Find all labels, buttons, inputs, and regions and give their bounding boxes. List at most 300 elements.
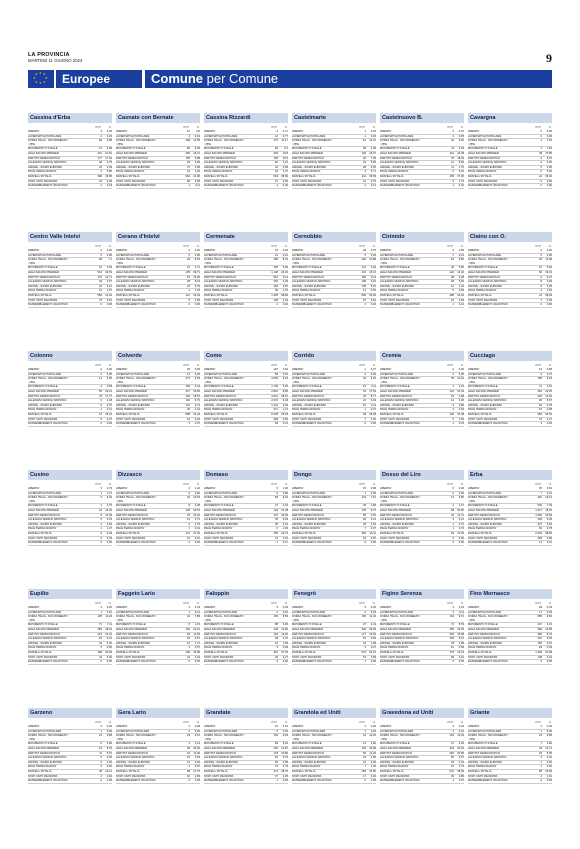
party-votes: 1 [364, 725, 366, 728]
party-votes: 408 [97, 650, 102, 654]
party-pct: 23,25 [545, 389, 552, 393]
party-pct: 2,83 [282, 417, 288, 421]
party-pct [454, 500, 464, 504]
party-votes [356, 738, 366, 742]
party-name: AZIONE - SIAMO EUROPEI [28, 165, 62, 169]
party-votes: 0 [540, 165, 542, 169]
party-name: AZIONE - SIAMO EUROPEI [116, 760, 150, 764]
party-name: PARTITO DEMOCRATICO [204, 275, 237, 279]
party-pct: 28,97 [281, 394, 288, 398]
party-pct: 1,47 [282, 170, 288, 174]
party-votes: 52 [539, 527, 542, 531]
party-votes: 51 [363, 655, 366, 659]
party-pct: 41,22 [105, 293, 112, 297]
party-name: PACE TERRA DIGNITA' [292, 408, 321, 412]
party-name: PARTITO DEMOCRATICO [116, 394, 149, 398]
party-votes: 29 [275, 655, 278, 659]
result-row [204, 303, 288, 308]
party-pct: 0,25 [106, 130, 112, 133]
party-pct: 6,31 [106, 637, 112, 641]
party-pct: 2,42 [458, 760, 464, 764]
party-pct: 0,86 [282, 491, 288, 495]
municipality-name: Grandate [204, 708, 288, 718]
party-votes: 1 [452, 610, 454, 614]
party-name: AZIONE - SIAMO EUROPEI [468, 284, 502, 288]
party-name: PACE TERRA DIGNITA' [116, 765, 145, 769]
party-votes: 3 [188, 134, 190, 138]
party-pct: 0,21 [282, 253, 288, 257]
party-pct: 9,60 [546, 615, 552, 619]
party-pct: 5,66 [458, 280, 464, 284]
result-row [292, 303, 376, 308]
party-name: LEGA SALVINI PREMIER [28, 151, 59, 155]
party-pct [366, 500, 376, 504]
party-pct: 1,18 [194, 289, 200, 293]
party-pct: 2,48 [194, 504, 200, 508]
party-votes: 542 [97, 270, 102, 274]
party-votes: 101 [449, 389, 454, 393]
party-votes: 54 [363, 536, 366, 540]
municipality-card [28, 589, 112, 665]
votes-header: VOTI [446, 364, 453, 367]
votes-header: VOTI [182, 126, 189, 129]
party-name: FORZA ITALIA - NOI MODERATI [28, 615, 68, 619]
party-name: MOVIMENTO 5 STELLE [380, 266, 410, 270]
party-votes: 164 [449, 615, 454, 619]
party-pct: 5,67 [546, 399, 552, 403]
party-pct [454, 381, 464, 385]
party-votes: 3 [100, 504, 102, 508]
party-name: STATI UNITI D'EUROPA [468, 179, 498, 183]
party-votes: 63 [187, 161, 190, 165]
party-pct: 0,71 [282, 130, 288, 133]
pct-header: % [108, 721, 111, 724]
party-votes: 899 [361, 293, 366, 297]
party-votes: 254 [449, 632, 454, 636]
party-pct: 38,99 [457, 769, 464, 773]
party-votes: 61 [363, 139, 366, 143]
party-name: FORZA ITALIA - NOI MODERATI [28, 139, 68, 143]
party-votes: 582 [537, 627, 542, 631]
party-votes: 5 [100, 531, 102, 535]
party-pct: 10,82 [281, 627, 288, 631]
party-pct: 26,48 [457, 151, 464, 155]
party-pct: 0,14 [194, 610, 200, 614]
party-pct: 12,00 [281, 632, 288, 636]
party-name: FORZA ITALIA - NOI MODERATI [204, 615, 244, 619]
party-pct: 3,18 [458, 147, 464, 151]
party-pct: 29,36 [369, 627, 376, 631]
party-name: MOVIMENTO 5 STELLE [380, 742, 410, 746]
party-name: LEGA SALVINI PREMIER [116, 746, 147, 750]
party-name: ALTERNATIVA POPOLARE [292, 372, 326, 376]
party-pct: 9,40 [458, 139, 464, 143]
party-pct: 31,80 [369, 769, 376, 773]
party-pct: 4,59 [370, 637, 376, 641]
party-name: RASSEMBLEMENT VALDOTAIN [380, 303, 420, 307]
party-name: STATI UNITI D'EUROPA [292, 417, 322, 421]
party-name: AZIONE - SIAMO EUROPEI [204, 284, 238, 288]
party-name: PACE TERRA DIGNITA' [28, 527, 57, 531]
party-name: LEGA SALVINI PREMIER [468, 151, 499, 155]
party-pct: 23,10 [193, 627, 200, 631]
party-name: ALTERNATIVA POPOLARE [292, 491, 326, 495]
party-pct: 0,13 [458, 303, 464, 307]
party-pct: 4,59 [370, 655, 376, 659]
party-votes: 0 [100, 249, 102, 252]
party-name: PARTITO DEMOCRATICO [292, 275, 325, 279]
party-votes: 12 [187, 760, 190, 764]
party-pct: 31,34 [193, 412, 200, 416]
party-votes: 164 [449, 734, 454, 738]
party-pct: 1,27 [106, 527, 112, 531]
party-name: MOVIMENTO 5 STELLE [468, 504, 498, 508]
party-name: LIBERTA' [468, 368, 480, 371]
party-name: LEGA SALVINI PREMIER [204, 389, 235, 393]
party-name: ALLEANZA VERDI E SINISTRA [28, 637, 67, 641]
party-votes: 93 [539, 399, 542, 403]
party-votes: 84 [275, 422, 278, 426]
party-name: FRATELLI D'ITALIA [28, 174, 52, 178]
party-votes: 39 [451, 774, 454, 778]
municipality-name: Como [204, 351, 288, 361]
party-name: PARTITO DEMOCRATICO [116, 513, 149, 517]
party-pct: 0,22 [458, 729, 464, 733]
party-votes: 5 [364, 253, 366, 257]
party-name: STATI UNITI D'EUROPA [116, 417, 146, 421]
party-pct: 0,00 [546, 134, 552, 138]
party-pct [102, 262, 112, 266]
party-name: RASSEMBLEMENT VALDOTAIN [204, 422, 244, 426]
party-pct: 0,43 [194, 606, 200, 609]
party-pct: 2,79 [194, 522, 200, 526]
party-votes: 49 [99, 280, 102, 284]
party-name: LIBERTA' [116, 130, 128, 133]
party-votes: 2 [100, 184, 102, 188]
party-name: ALLEANZA VERDI E SINISTRA [28, 756, 67, 760]
party-pct: 4,69 [282, 266, 288, 270]
party-votes: 0 [188, 491, 190, 495]
party-name: ALLEANZA VERDI E SINISTRA [116, 756, 155, 760]
party-pct: 6,35 [546, 518, 552, 522]
party-pct: 0,00 [458, 536, 464, 540]
party-pct: 6,22 [370, 280, 376, 284]
party-name: FRATELLI D'ITALIA [204, 769, 228, 773]
party-name: FORZA ITALIA - NOI MODERATI [380, 258, 420, 262]
party-pct: 0,04 [370, 303, 376, 307]
party-votes: 69 [99, 139, 102, 143]
party-votes: 245 [273, 746, 278, 750]
party-pct: 6,03 [282, 518, 288, 522]
party-votes: 68 [451, 508, 454, 512]
party-pct: 4,49 [282, 280, 288, 284]
party-votes: 19 [99, 746, 102, 750]
party-name: AZIONE - SIAMO EUROPEI [116, 522, 150, 526]
party-pct: 0,26 [282, 249, 288, 252]
party-name: ALTERNATIVA POPOLARE [292, 134, 326, 138]
party-votes: 177 [97, 156, 102, 160]
party-pct: 0,18 [370, 610, 376, 614]
party-votes: 135 [97, 615, 102, 619]
party-votes: 48 [99, 769, 102, 773]
party-pct: 0,64 [282, 368, 288, 371]
party-pct: 0,92 [106, 725, 112, 728]
party-name: RASSEMBLEMENT VALDOTAIN [468, 779, 508, 783]
party-name: ALTERNATIVA POPOLARE [116, 253, 150, 257]
party-votes: 12 [187, 518, 190, 522]
party-votes [356, 381, 366, 385]
party-votes: 166 [273, 156, 278, 160]
party-votes: 202 [537, 394, 542, 398]
party-pct: 11,58 [545, 258, 552, 262]
party-pct: 25,21 [105, 412, 112, 416]
party-name: PARTITO DEMOCRATICO [116, 751, 149, 755]
party-pct: 9,88 [194, 156, 200, 160]
party-votes: 6 [276, 527, 278, 531]
party-votes: 154 [361, 746, 366, 750]
party-name: FRATELLI D'ITALIA [380, 174, 404, 178]
party-name: STATI UNITI D'EUROPA [380, 417, 410, 421]
party-votes: 47 [187, 165, 190, 169]
party-pct: 5,15 [370, 284, 376, 288]
party-votes: 5 [276, 729, 278, 733]
party-pct: 7,61 [370, 496, 376, 500]
party-votes: 18 [187, 637, 190, 641]
party-pct: 23,14 [105, 389, 112, 393]
issue-date: MARTEDÌ 11 GIUGNO 2024 [28, 58, 83, 63]
pct-header: % [108, 364, 111, 367]
party-name: FRATELLI D'ITALIA [204, 412, 228, 416]
party-pct: 0,00 [194, 541, 200, 545]
party-votes: 138 [361, 284, 366, 288]
party-votes: 27 [275, 504, 278, 508]
party-name: ALLEANZA VERDI E SINISTRA [380, 161, 419, 165]
party-votes: 5 [276, 606, 278, 609]
municipality-card [116, 589, 200, 665]
party-name: - PPE [468, 380, 476, 384]
party-pct: 0,00 [194, 303, 200, 307]
party-name: - PPE [380, 142, 388, 146]
party-votes: 21 [363, 179, 366, 183]
party-pct: 3,78 [546, 403, 552, 407]
party-votes: 216 [97, 151, 102, 155]
party-pct: 2,27 [282, 655, 288, 659]
party-name: AZIONE - SIAMO EUROPEI [380, 403, 414, 407]
party-name: STATI UNITI D'EUROPA [116, 536, 146, 540]
party-votes: 1.306 [271, 293, 278, 297]
result-row [204, 184, 288, 189]
party-votes: 197 [273, 368, 278, 371]
party-pct: 0,80 [370, 487, 376, 490]
party-votes: 3 [452, 134, 454, 138]
party-name: FORZA ITALIA - NOI MODERATI [116, 139, 156, 143]
party-name: RASSEMBLEMENT VALDOTAIN [116, 303, 156, 307]
party-name: MOVIMENTO 5 STELLE [28, 504, 58, 508]
party-name: ALLEANZA VERDI E SINISTRA [468, 518, 507, 522]
party-name: LIBERTA' [28, 606, 40, 609]
party-pct: 11,23 [105, 615, 112, 619]
municipality-name: Cernobbio [292, 232, 376, 242]
party-name: ALLEANZA VERDI E SINISTRA [292, 518, 331, 522]
party-votes: 0 [540, 161, 542, 165]
party-pct: 0,13 [458, 253, 464, 257]
party-pct [278, 262, 288, 266]
party-votes: 1 [364, 491, 366, 495]
municipality-card [292, 470, 376, 546]
party-votes [92, 381, 102, 385]
section-title-comune-rest: per Comune [203, 71, 279, 86]
party-votes: 79 [99, 298, 102, 302]
party-name: RASSEMBLEMENT VALDOTAIN [380, 660, 420, 664]
party-votes: 42 [187, 751, 190, 755]
party-name: LIBERTA' [116, 368, 128, 371]
pct-header: % [372, 483, 375, 486]
party-votes: 579 [361, 650, 366, 654]
party-name: FRATELLI D'ITALIA [380, 293, 404, 297]
party-name: ALLEANZA VERDI E SINISTRA [292, 756, 331, 760]
party-votes: 10 [187, 536, 190, 540]
party-votes: 16 [187, 266, 190, 270]
party-pct: 0,92 [106, 729, 112, 733]
party-pct: 0,00 [106, 779, 112, 783]
party-pct: 10,80 [281, 751, 288, 755]
party-name: LEGA SALVINI PREMIER [28, 627, 59, 631]
party-pct: 1,71 [194, 641, 200, 645]
party-votes: 58 [539, 769, 542, 773]
party-votes: 15 [363, 385, 366, 389]
party-pct: 24,68 [545, 650, 552, 654]
party-name: FORZA ITALIA - NOI MODERATI [292, 496, 332, 500]
party-name: FORZA ITALIA - NOI MODERATI [380, 734, 420, 738]
party-name: PACE TERRA DIGNITA' [468, 408, 497, 412]
party-pct: 0,11 [458, 610, 464, 614]
party-name: LEGA SALVINI PREMIER [380, 746, 411, 750]
party-votes: 28 [363, 147, 366, 151]
pct-header: % [548, 245, 551, 248]
municipality-card [204, 470, 288, 546]
party-name: AZIONE - SIAMO EUROPEI [204, 641, 238, 645]
party-pct: 35,38 [193, 650, 200, 654]
party-name: PACE TERRA DIGNITA' [204, 527, 233, 531]
party-votes [268, 619, 278, 623]
party-votes: 351 [273, 650, 278, 654]
party-name: ALTERNATIVA POPOLARE [116, 729, 150, 733]
party-votes: 24 [451, 298, 454, 302]
party-name: FORZA ITALIA - NOI MODERATI [292, 615, 332, 619]
votes-header: VOTI [270, 602, 277, 605]
party-name: LEGA SALVINI PREMIER [116, 627, 147, 631]
pct-header: % [460, 126, 463, 129]
municipality-card [116, 113, 200, 189]
party-pct: 3,45 [458, 742, 464, 746]
votes-header: VOTI [358, 126, 365, 129]
party-name: PARTITO DEMOCRATICO [28, 513, 61, 517]
party-name: ALTERNATIVA POPOLARE [292, 729, 326, 733]
party-pct: 0,00 [546, 779, 552, 783]
party-votes: 0 [452, 491, 454, 495]
party-votes: 0 [540, 303, 542, 307]
party-votes: 531 [449, 769, 454, 773]
party-votes: 1 [452, 303, 454, 307]
party-pct: 0,00 [106, 253, 112, 257]
party-pct: 0,39 [282, 606, 288, 609]
pct-header: % [108, 483, 111, 486]
party-name: - PPE [28, 261, 36, 265]
party-votes: 0 [540, 249, 542, 252]
party-pct [190, 738, 200, 742]
party-votes: 1.217 [535, 508, 542, 512]
party-votes: 0 [100, 372, 102, 376]
party-name: AZIONE - SIAMO EUROPEI [292, 165, 326, 169]
party-pct: 5,67 [458, 637, 464, 641]
party-pct: 0,00 [370, 422, 376, 426]
party-votes: 9 [452, 179, 454, 183]
party-pct: 2,83 [194, 774, 200, 778]
party-pct: 0,40 [546, 765, 552, 769]
party-pct: 4,10 [458, 655, 464, 659]
party-name: PACE TERRA DIGNITA' [28, 408, 57, 412]
party-pct: 0,31 [458, 422, 464, 426]
party-pct: 15,08 [457, 632, 464, 636]
party-name: - PPE [292, 737, 300, 741]
party-pct: 38,82 [545, 531, 552, 535]
party-name: MOVIMENTO 5 STELLE [28, 266, 58, 270]
party-name: LIBERTA' [380, 130, 392, 133]
party-name: AZIONE - SIAMO EUROPEI [380, 760, 414, 764]
party-votes: 14 [451, 399, 454, 403]
party-pct: 0,59 [458, 249, 464, 252]
party-pct: 9,29 [282, 734, 288, 738]
party-name: FRATELLI D'ITALIA [380, 650, 404, 654]
party-pct: 0,00 [458, 541, 464, 545]
party-name: ALLEANZA VERDI E SINISTRA [28, 399, 67, 403]
party-votes [180, 500, 190, 504]
party-votes: 70 [539, 417, 542, 421]
party-name: LEGA SALVINI PREMIER [380, 270, 411, 274]
party-pct: 0,00 [370, 541, 376, 545]
party-name: MOVIMENTO 5 STELLE [468, 623, 498, 627]
municipality-card [28, 351, 112, 427]
result-row [380, 303, 464, 308]
party-pct: 7,89 [194, 615, 200, 619]
result-row [292, 422, 376, 427]
party-name: MOVIMENTO 5 STELLE [204, 504, 234, 508]
municipality-card [468, 589, 552, 665]
party-pct: 8,77 [370, 394, 376, 398]
party-pct [542, 500, 552, 504]
party-pct: 3,09 [546, 280, 552, 284]
party-votes [268, 143, 278, 147]
party-name: FRATELLI D'ITALIA [204, 650, 228, 654]
party-votes: 29 [539, 646, 542, 650]
party-name: ALTERNATIVA POPOLARE [468, 729, 502, 733]
party-votes: 0 [188, 660, 190, 664]
municipality-card [380, 589, 464, 665]
party-name: - PPE [28, 142, 36, 146]
party-pct: 0,00 [370, 372, 376, 376]
party-votes: 8 [188, 623, 190, 627]
party-name: - PPE [468, 618, 476, 622]
party-pct: 28,76 [281, 769, 288, 773]
party-votes: 50 [539, 270, 542, 274]
party-votes: 4 [540, 289, 542, 293]
party-pct: 8,60 [458, 161, 464, 165]
party-votes: 61 [99, 412, 102, 416]
party-pct: 0,05 [546, 660, 552, 664]
party-votes: 0 [188, 779, 190, 783]
party-name: LEGA SALVINI PREMIER [380, 151, 411, 155]
result-row [204, 422, 288, 427]
